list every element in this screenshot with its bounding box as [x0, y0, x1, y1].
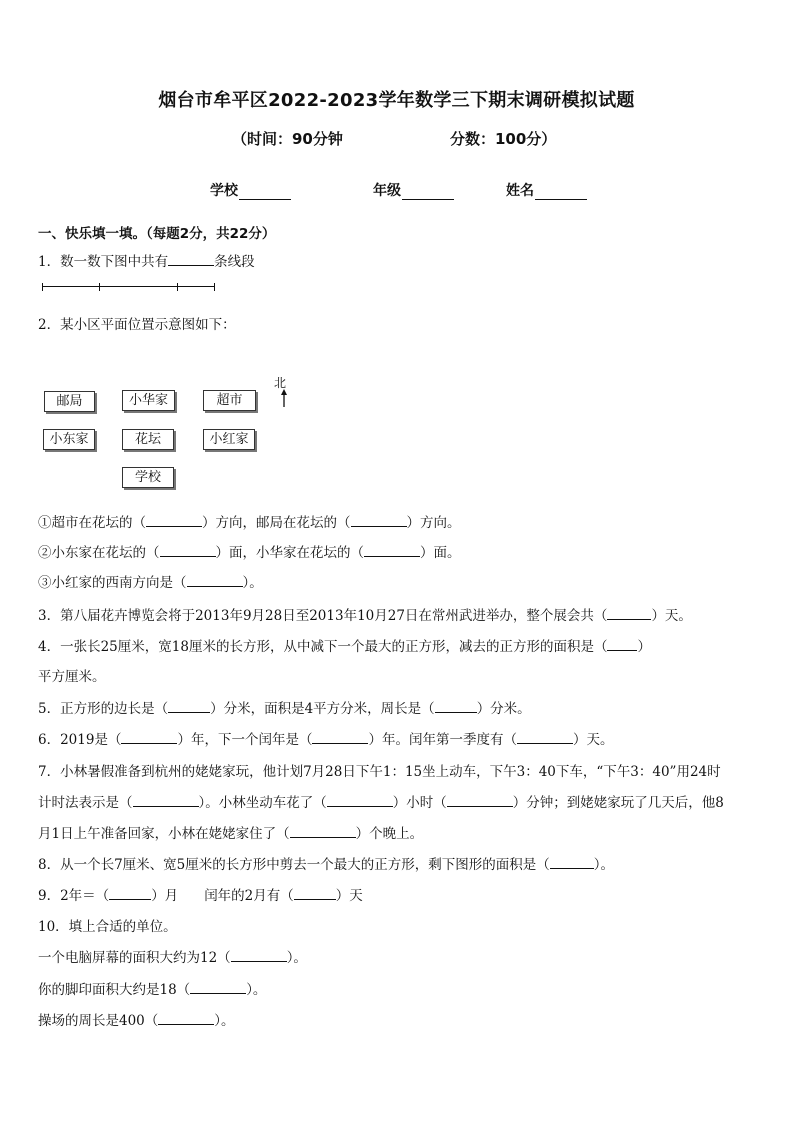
section-heading: 一、快乐填一填。（每题2分，共22分） — [38, 226, 276, 242]
question-1 — [38, 250, 255, 270]
time-label: （时间：90分钟 — [232, 130, 343, 148]
north-arrow-icon — [279, 389, 289, 407]
q5-text: ）分米，面积是4平方分米，周长是（ — [210, 701, 435, 717]
q2-s1-blank-2[interactable] — [351, 514, 407, 527]
question-3 — [38, 604, 692, 624]
map-xiaohua-home: 小华家 — [122, 390, 175, 411]
q10-blank-2[interactable] — [190, 981, 246, 994]
question-7-line-3 — [38, 822, 423, 842]
name-label: 姓名 — [506, 183, 534, 199]
map-supermarket: 超市 — [203, 390, 256, 411]
q10-text: ）。 — [214, 1013, 235, 1029]
q10-blank-1[interactable] — [231, 949, 287, 962]
map-xiaodong-home: 小东家 — [43, 429, 95, 450]
question-5 — [38, 697, 531, 717]
q4-text: ） — [637, 639, 651, 655]
q10-text: 操场的周长是400（ — [38, 1013, 159, 1029]
school-field[interactable] — [210, 180, 291, 200]
q6-blank-2[interactable] — [312, 731, 368, 744]
q7-blank-1[interactable] — [133, 794, 199, 807]
score-label: 分数：100分） — [450, 130, 557, 148]
q6-text: ）天。 — [572, 732, 614, 748]
question-10-intro: 10．填上合适的单位。 — [38, 919, 177, 935]
question-7-line-2 — [38, 791, 724, 811]
q7-text: ）分钟；到姥姥家玩了几天后，他8 — [512, 795, 724, 811]
school-blank[interactable] — [239, 185, 291, 200]
q1-blank[interactable] — [168, 253, 214, 266]
q8-text: ）。 — [593, 857, 615, 873]
q6-text: ）年。闰年第一季度有（ — [368, 732, 517, 748]
q2-s2-text: ②小东家在花坛的（ — [38, 545, 160, 561]
q6-blank-3[interactable] — [517, 731, 573, 744]
q9-text: 9．2年＝（ — [38, 888, 110, 904]
question-9 — [38, 884, 363, 904]
q5-text: ）分米。 — [476, 701, 531, 717]
q10-blank-3[interactable] — [158, 1012, 214, 1025]
q10-text: 你的脚印面积大约是18（ — [38, 982, 191, 998]
question-7-line-1: 7．小林暑假准备到杭州的姥姥家玩，他计划7月28日下午1：15坐上动车，下午3：40下车，“下午3：40”用24时 — [38, 764, 721, 780]
q7-text: ）小时（ — [392, 795, 447, 811]
q1-text-end: 条线段 — [214, 254, 255, 270]
q2-s1-text: ①超市在花坛的（ — [38, 515, 146, 531]
q7-text: ）。小林坐动车花了（ — [198, 795, 327, 811]
map-school: 学校 — [122, 467, 174, 488]
segment-point — [42, 283, 43, 291]
question-10-item-3 — [38, 1009, 235, 1029]
q9-blank-2[interactable] — [294, 887, 336, 900]
name-field[interactable] — [506, 180, 587, 200]
line-segment-figure — [42, 286, 215, 287]
q2-s2-text: ）面，小华家在花坛的（ — [215, 545, 364, 561]
q3-text: 3．第八届花卉博览会将于2013年9月28日至2013年10月27日在常州武进举办，整个展会共（ — [38, 608, 608, 624]
question-10-item-2 — [38, 978, 266, 998]
school-label: 学校 — [210, 183, 238, 199]
q7-blank-4[interactable] — [290, 825, 356, 838]
question-2-part-3 — [38, 571, 263, 591]
question-10-item-1 — [38, 946, 307, 966]
q10-text: ）。 — [286, 950, 307, 966]
q10-text: 一个电脑屏幕的面积大约为12（ — [38, 950, 231, 966]
q7-blank-2[interactable] — [327, 794, 393, 807]
q3-blank[interactable] — [607, 607, 651, 620]
segment-point — [99, 283, 100, 291]
q2-s2-blank-1[interactable] — [160, 544, 216, 557]
north-label: 北 — [274, 376, 287, 390]
q6-blank-1[interactable] — [121, 731, 177, 744]
page-title: 烟台市牟平区2022-2023学年数学三下期末调研模拟试题 — [158, 90, 635, 111]
segment-point — [177, 283, 178, 291]
map-xiaohong-home: 小红家 — [203, 429, 255, 450]
name-blank[interactable] — [535, 185, 587, 200]
q3-text: ）天。 — [651, 608, 692, 624]
q7-text: 计时法表示是（ — [38, 795, 133, 811]
q2-s3-text: ）。 — [242, 575, 263, 591]
question-2-part-1 — [38, 511, 461, 531]
q9-text: 闰年的2月有（ — [204, 888, 294, 904]
q2-s1-blank-1[interactable] — [146, 514, 202, 527]
q10-text: ）。 — [246, 982, 267, 998]
q2-s1-text: ）方向，邮局在花坛的（ — [202, 515, 351, 531]
question-4-cont: 平方厘米。 — [38, 669, 106, 685]
q8-blank[interactable] — [550, 856, 594, 869]
q5-text: 5．正方形的边长是（ — [38, 701, 169, 717]
q4-blank[interactable] — [607, 638, 637, 651]
q2-s2-blank-2[interactable] — [364, 544, 420, 557]
question-4 — [38, 635, 651, 655]
grade-field[interactable] — [373, 180, 454, 200]
map-post-office: 邮局 — [44, 391, 95, 412]
q7-text: ）个晚上。 — [355, 826, 424, 842]
q6-text: 6．2019是（ — [38, 732, 122, 748]
q2-s2-text: ）面。 — [420, 545, 461, 561]
question-8 — [38, 853, 614, 873]
q1-text: 1．数一数下图中共有 — [38, 254, 169, 270]
q9-text: ）月 — [151, 888, 179, 904]
grade-label: 年级 — [373, 183, 401, 199]
q2-s1-text: ）方向。 — [406, 515, 461, 531]
grade-blank[interactable] — [402, 185, 454, 200]
question-2-intro: 2．某小区平面位置示意图如下： — [38, 317, 236, 333]
q7-text: 月1日上午准备回家，小林在姥姥家住了（ — [38, 826, 290, 842]
q2-s3-text: ③小红家的西南方向是（ — [38, 575, 187, 591]
q5-blank-2[interactable] — [435, 700, 477, 713]
q8-text: 8．从一个长7厘米、宽5厘米的长方形中剪去一个最大的正方形，剩下图形的面积是（ — [38, 857, 550, 873]
map-flower-bed: 花坛 — [122, 429, 174, 450]
q9-text: ）天 — [335, 888, 363, 904]
question-6 — [38, 728, 613, 748]
q9-blank-1[interactable] — [109, 887, 151, 900]
q6-text: ）年，下一个闰年是（ — [177, 732, 313, 748]
q4-text: 4．一张长25厘米，宽18厘米的长方形，从中减下一个最大的正方形，减去的正方形的面积是（ — [38, 639, 608, 655]
q5-blank-1[interactable] — [168, 700, 210, 713]
question-2-part-2 — [38, 541, 461, 561]
q7-blank-3[interactable] — [447, 794, 513, 807]
q2-s3-blank[interactable] — [187, 574, 243, 587]
segment-point — [214, 283, 215, 291]
